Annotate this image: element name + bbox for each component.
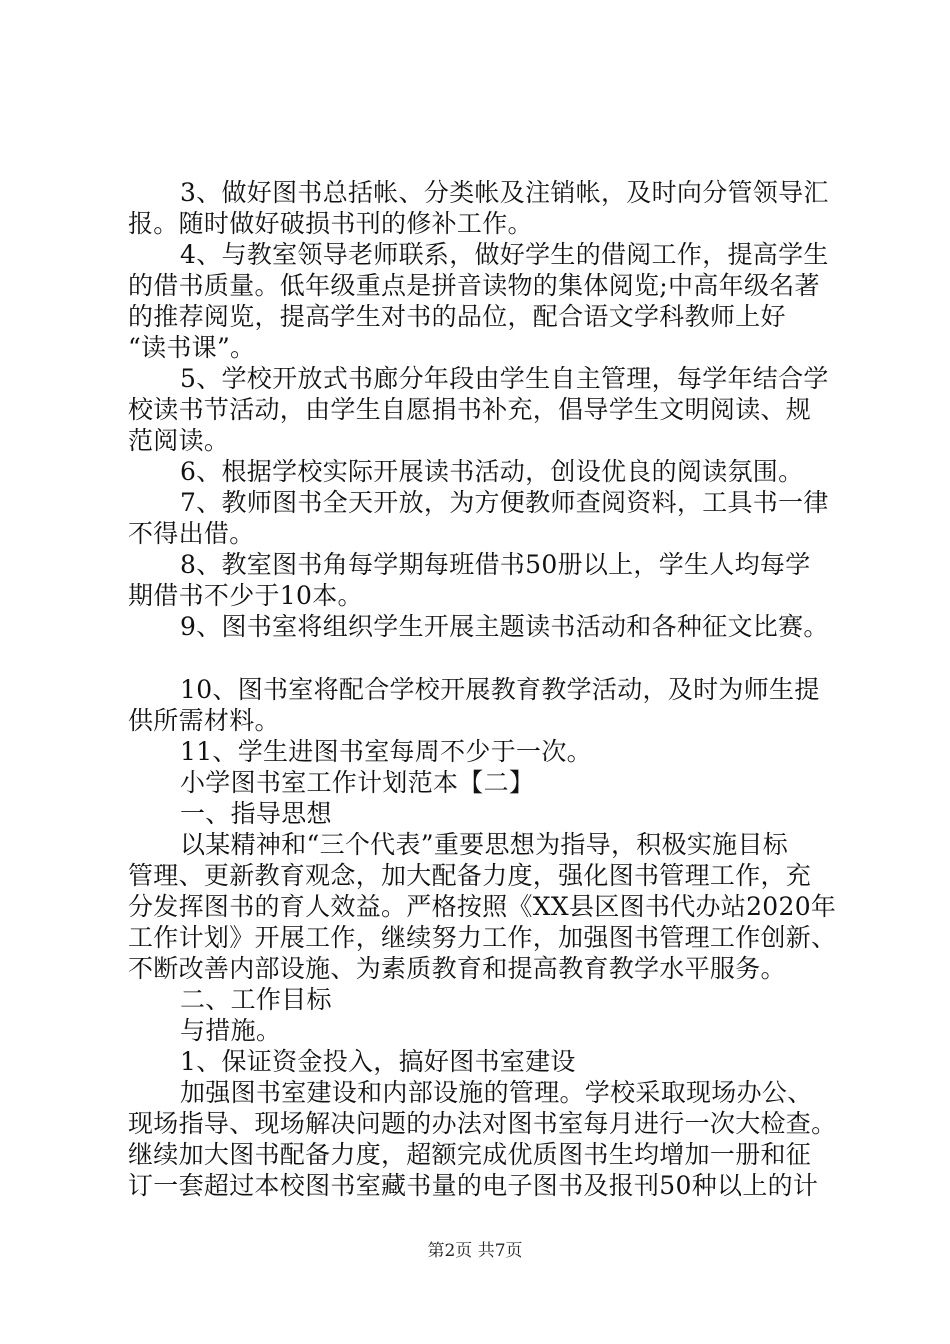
page-number-footer: 第2页 共7页	[427, 1241, 523, 1261]
paragraph-line: 不得出借。	[128, 519, 255, 548]
paragraph-line: 3、做好图书总括帐、分类帐及注销帐，及时向分管领导汇	[180, 178, 829, 207]
subsection-heading: 1、保证资金投入，搞好图书室建设	[180, 1047, 576, 1076]
paragraph-line: 的借书质量。低年级重点是拼音读物的集体阅览;中高年级名著	[128, 271, 820, 300]
paragraph-line: 现场指导、现场解决问题的办法对图书室每月进行一次大检查。	[128, 1109, 837, 1138]
paragraph-line: 报。随时做好破损书刊的修补工作。	[128, 209, 533, 238]
section-title: 小学图书室工作计划范本【二】	[180, 768, 535, 797]
section-heading: 二、工作目标	[180, 985, 332, 1014]
paragraph-line: 5、学校开放式书廊分年段由学生自主管理，每学年结合学	[180, 364, 829, 393]
paragraph-line: 6、根据学校实际开展读书活动，创设优良的阅读氛围。	[180, 457, 804, 486]
paragraph-line: 期借书不少于10本。	[128, 581, 363, 610]
paragraph-line: 8、教室图书角每学期每班借书50册以上，学生人均每学	[180, 550, 811, 579]
paragraph-line: 分发挥图书的育人效益。严格按照《XX县区图书代办站2020年	[128, 892, 837, 921]
paragraph-line: 的推荐阅览，提高学生对书的品位，配合语文学科教师上好	[128, 302, 786, 331]
paragraph-line: 11、学生进图书室每周不少于一次。	[180, 737, 592, 766]
paragraph-line: 订一套超过本校图书室藏书量的电子图书及报刊50种以上的计	[128, 1171, 819, 1200]
paragraph-line: 校读书节活动，由学生自愿捐书补充，倡导学生文明阅读、规	[128, 395, 812, 424]
paragraph-line: 工作计划》开展工作，继续努力工作，加强图书管理工作创新、	[128, 923, 837, 952]
paragraph-line: 管理、更新教育观念，加大配备力度，强化图书管理工作，充	[128, 861, 812, 890]
paragraph-line: 范阅读。	[128, 426, 230, 455]
paragraph-line: 以某精神和“三个代表”重要思想为指导，积极实施目标	[180, 830, 789, 859]
section-heading: 一、指导思想	[180, 799, 332, 828]
paragraph-line: 9、图书室将组织学生开展主题读书活动和各种征文比赛。	[180, 612, 829, 641]
paragraph-line: 不断改善内部设施、为素质教育和提高教育教学水平服务。	[128, 954, 786, 983]
paragraph-line: 与措施。	[180, 1016, 282, 1045]
paragraph-line: 10、图书室将配合学校开展教育教学活动，及时为师生提	[180, 675, 820, 704]
paragraph-line: “读书课”。	[128, 333, 256, 362]
paragraph-line: 7、教师图书全天开放，为方便教师查阅资料，工具书一律	[180, 488, 829, 517]
paragraph-line: 加强图书室建设和内部设施的管理。学校采取现场办公、	[180, 1078, 813, 1107]
paragraph-line: 4、与教室领导老师联系，做好学生的借阅工作，提高学生	[180, 240, 829, 269]
paragraph-line: 继续加大图书配备力度，超额完成优质图书生均增加一册和征	[128, 1140, 812, 1169]
paragraph-line: 供所需材料。	[128, 706, 280, 735]
